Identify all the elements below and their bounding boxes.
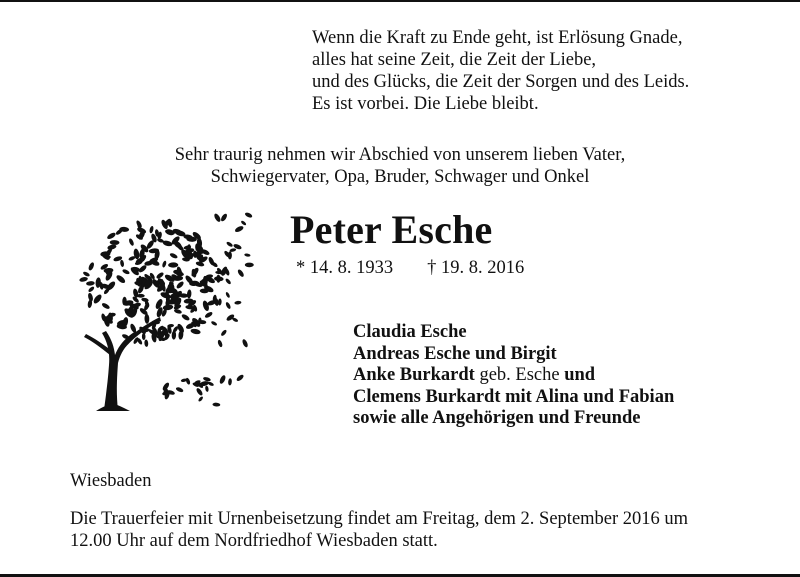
tree-with-falling-leaves-icon (64, 205, 254, 415)
place: Wiesbaden (70, 471, 152, 491)
poem-line: und des Glücks, die Zeit der Sorgen und des Leids. (312, 72, 690, 92)
service-line: Die Trauerfeier mit Urnenbeisetzung findet am Freitag, dem 2. September 2016 um (70, 509, 689, 529)
mourner-line: Clemens Burkardt mit Alina und Fabian (353, 386, 675, 407)
birth-date: * 14. 8. 1933 (296, 258, 394, 278)
service-line: 12.00 Uhr auf dem Nordfriedhof Wiesbaden statt. (70, 530, 438, 551)
intro-line: Schwiegervater, Opa, Bruder, Schwager und Onkel (210, 167, 590, 187)
mourner-line: Claudia Esche (353, 322, 467, 342)
leaves (79, 212, 254, 407)
deceased-name: Peter Esche (290, 207, 493, 252)
conjunction: und (564, 365, 596, 385)
farewell-intro (0, 144, 800, 188)
top-border (0, 0, 800, 2)
mourner-line (353, 365, 674, 387)
birth-name: geb. Esche (474, 365, 565, 385)
poem-line: alles hat seine Zeit, die Zeit der Liebe, (312, 50, 597, 70)
poem (312, 27, 689, 115)
mourners-list (353, 322, 674, 430)
death-date: † 19. 8. 2016 (427, 258, 525, 278)
poem-line: Es ist vorbei. Die Liebe bleibt. (312, 94, 539, 114)
mourner-line: Andreas Esche und Birgit (353, 343, 557, 364)
life-dates (296, 257, 524, 279)
poem-line: Wenn die Kraft zu Ende geht, ist Erlösung Gnade, (312, 28, 683, 48)
mourner-line: sowie alle Angehörigen und Freunde (353, 408, 641, 428)
intro-line: Sehr traurig nehmen wir Abschied von unserem lieben Vater, (174, 145, 626, 165)
mourner-name: Anke Burkardt (353, 365, 475, 385)
funeral-service-info (70, 509, 688, 552)
